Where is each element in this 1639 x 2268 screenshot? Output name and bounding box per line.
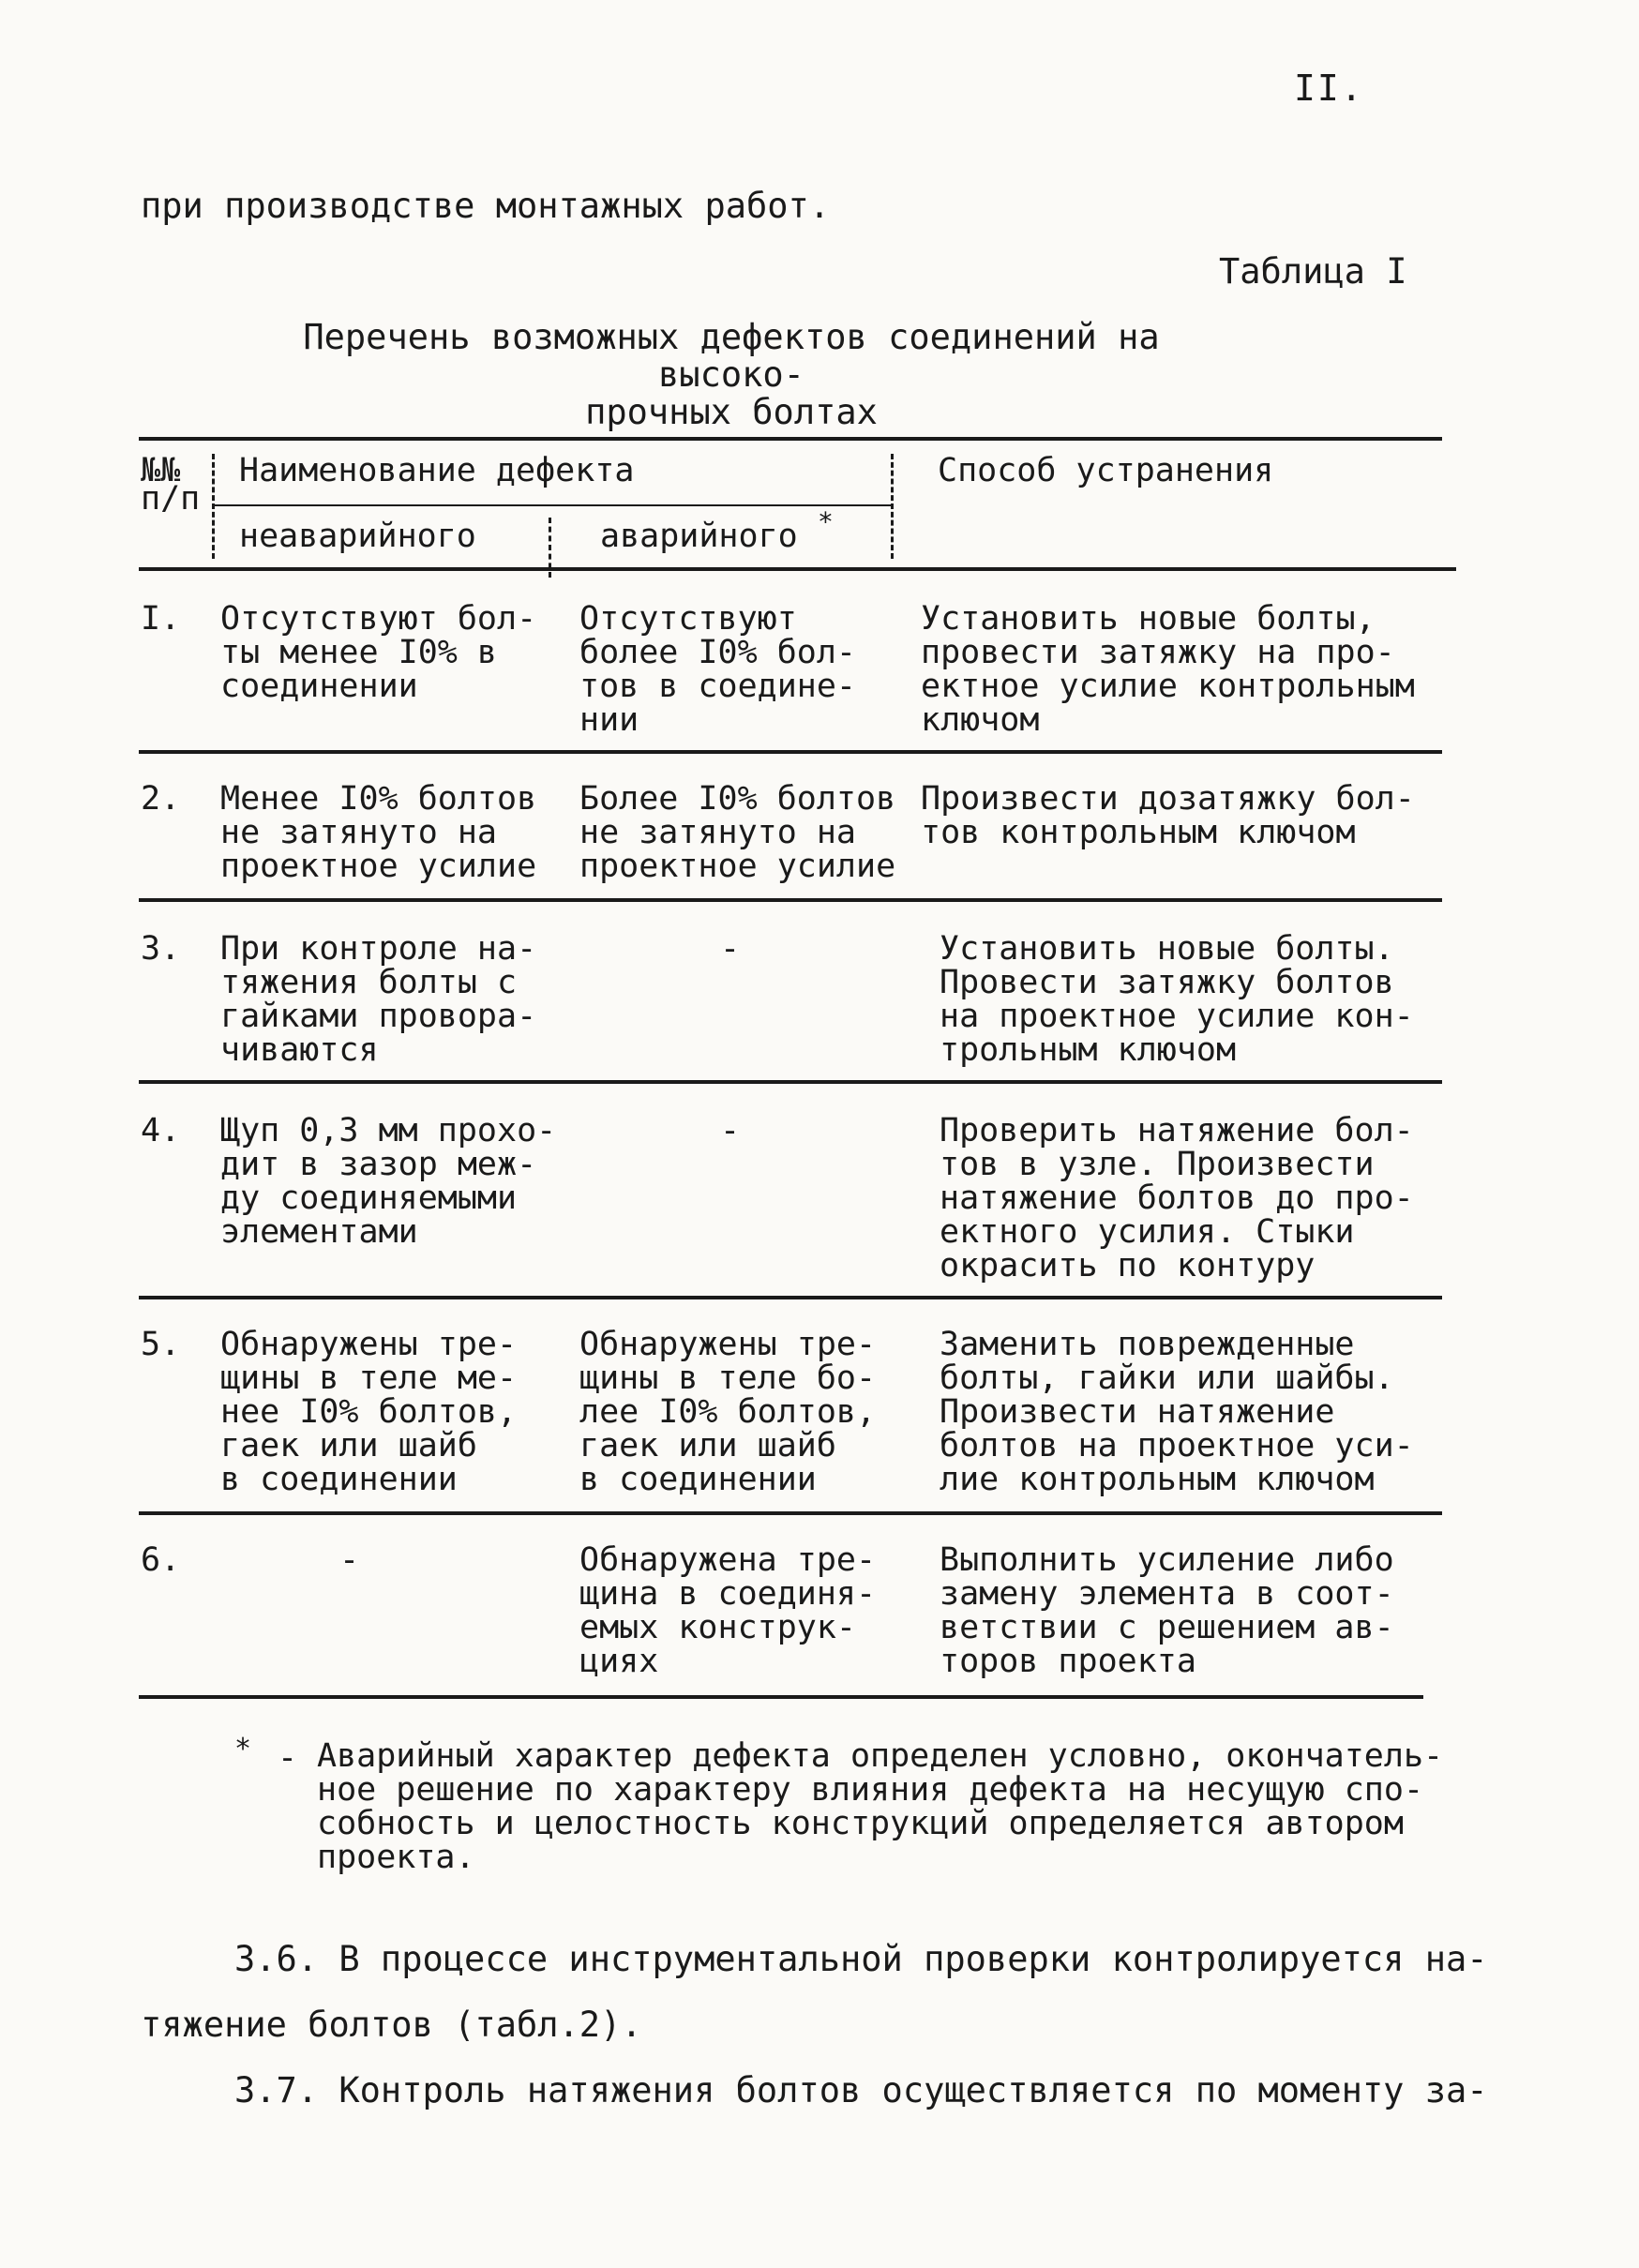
row-5-emergency-line: в соединении	[579, 1461, 817, 1498]
row-5-non-emergency-line: в соединении	[220, 1461, 458, 1498]
intro-text: при производстве монтажных работ.	[141, 186, 831, 226]
row-6-non-emergency-dash: -	[339, 1541, 360, 1579]
table-label: Таблица I	[1219, 251, 1407, 292]
row-6-remedy-line: замену элемента в соот-	[940, 1575, 1394, 1613]
row-1-remedy-line: провести затяжку на про-	[921, 634, 1395, 671]
row-1-emergency-line: более I0% бол-	[579, 634, 857, 671]
row-4-non-emergency-line: ду соединяемыми	[220, 1179, 518, 1217]
row-4-remedy-line: Проверить натяжение бол-	[940, 1112, 1414, 1149]
footnote-line: Аварийный характер дефекта определен условно, окончатель-	[317, 1737, 1444, 1775]
row-3-non-emergency-line: гайками провора-	[220, 998, 537, 1035]
row-2-rule	[139, 898, 1442, 902]
footnote-line: собность и целостность конструкций определяется автором	[317, 1805, 1404, 1842]
header-separator-1	[212, 454, 215, 559]
row-2-num: 2.	[141, 780, 181, 818]
row-1-remedy-line: Установить новые болты,	[921, 600, 1376, 638]
row-5-non-emergency-line: нее I0% болтов,	[220, 1393, 518, 1431]
row-6-emergency-line: Обнаружена тре-	[579, 1541, 877, 1579]
row-2-remedy-line: тов контрольным ключом	[921, 814, 1356, 851]
row-5-non-emergency	[220, 1328, 517, 1496]
row-5-non-emergency-line: щины в теле ме-	[220, 1359, 518, 1397]
row-5-emergency-line: лее I0% болтов,	[579, 1393, 877, 1431]
row-5-remedy-line: лие контрольным ключом	[940, 1461, 1375, 1498]
row-5-emergency	[579, 1328, 876, 1496]
row-2-non-emergency	[220, 782, 536, 883]
paragraph-3-7-line-1: 3.7. Контроль натяжения болтов осуществляется по моменту за-	[234, 2070, 1488, 2110]
row-3-num: 3.	[141, 930, 181, 968]
row-4-non-emergency	[220, 1114, 556, 1249]
row-4-non-emergency-line: Щуп 0,3 мм прохо-	[220, 1112, 557, 1149]
header-bottom-rule	[139, 567, 1456, 571]
row-2-emergency	[579, 782, 895, 883]
caption-line-2: прочных болтах	[585, 392, 878, 432]
row-6-emergency	[579, 1543, 876, 1678]
row-6-emergency-line: емых конструк-	[579, 1609, 857, 1646]
row-5-remedy	[940, 1328, 1414, 1496]
caption-line-1: Перечень возможных дефектов соединений на высоко-	[303, 317, 1160, 395]
row-3-emergency-dash: -	[720, 930, 741, 968]
header-emergency: аварийного	[600, 518, 798, 555]
header-num-1: №№	[141, 452, 181, 489]
row-3-remedy-line: Установить новые болты.	[940, 930, 1394, 968]
row-4-rule	[139, 1296, 1442, 1299]
row-4-remedy-line: натяжение болтов до про-	[940, 1179, 1414, 1217]
row-1-emergency-line: Отсутствуют	[579, 600, 797, 638]
row-3-non-emergency-line: чиваются	[220, 1031, 379, 1069]
row-4-remedy-line: ектного усилия. Стыки	[940, 1213, 1355, 1251]
row-4-non-emergency-line: дит в зазор меж-	[220, 1146, 537, 1183]
row-1-emergency-line: нии	[579, 701, 639, 739]
row-6-emergency-line: щина в соединя-	[579, 1575, 877, 1613]
row-4-emergency-dash: -	[720, 1112, 741, 1149]
header-subrule	[214, 504, 891, 506]
row-4-remedy-line: тов в узле. Произвести	[940, 1146, 1375, 1183]
row-2-emergency-line: проектное усилие	[579, 848, 896, 885]
row-5-remedy-line: Произвести натяжение	[940, 1393, 1335, 1431]
row-2-non-emergency-line: Менее I0% болтов	[220, 780, 537, 818]
paragraph-3-6-line-2: тяжение болтов (табл.2).	[141, 2005, 642, 2045]
page-number: II.	[1294, 68, 1364, 109]
header-separator-2	[891, 454, 894, 559]
paragraph-3-6-line-1: 3.6. В процессе инструментальной проверки контролируется на-	[234, 1939, 1488, 1979]
row-1-non-emergency	[220, 602, 536, 703]
row-5-non-emergency-line: гаек или шайб	[220, 1427, 477, 1464]
row-2-remedy-line: Произвести дозатяжку бол-	[921, 780, 1415, 818]
row-3-non-emergency-line: При контроле на-	[220, 930, 537, 968]
row-5-emergency-line: щины в теле бо-	[579, 1359, 877, 1397]
row-3-non-emergency-line: тяжения болты с	[220, 964, 518, 1001]
row-6-num: 6.	[141, 1541, 181, 1579]
row-5-non-emergency-line: Обнаружены тре-	[220, 1326, 518, 1363]
row-4-remedy	[940, 1114, 1414, 1283]
row-6-remedy-line: ветствии с решением ав-	[940, 1609, 1394, 1646]
table-bottom-rule	[139, 1695, 1423, 1699]
footnote-mark: *	[234, 1733, 252, 1765]
row-1-remedy	[921, 602, 1415, 737]
row-2-emergency-line: не затянуто на	[579, 814, 857, 851]
header-non-emergency: неаварийного	[239, 518, 476, 555]
row-3-non-emergency	[220, 932, 536, 1067]
table-caption	[239, 319, 1224, 431]
row-3-remedy-line: Провести затяжку болтов	[940, 964, 1394, 1001]
row-1-non-emergency-line: соединении	[220, 668, 418, 705]
header-remedy: Способ устранения	[938, 452, 1274, 489]
footnote-text	[317, 1739, 1443, 1874]
row-3-remedy	[940, 932, 1414, 1067]
footnote-line: проекта.	[317, 1839, 475, 1876]
row-1-non-emergency-line: Отсутствуют бол-	[220, 600, 537, 638]
row-4-non-emergency-line: элементами	[220, 1213, 418, 1251]
row-4-num: 4.	[141, 1112, 181, 1149]
row-1-non-emergency-line: ты менее I0% в	[220, 634, 498, 671]
row-1-remedy-line: ектное усилие контрольным	[921, 668, 1415, 705]
row-2-non-emergency-line: проектное усилие	[220, 848, 537, 885]
header-emergency-mark: *	[818, 506, 834, 537]
row-3-rule	[139, 1080, 1442, 1084]
row-1-rule	[139, 750, 1442, 754]
footnote-dash: -	[278, 1739, 298, 1777]
row-1-emergency-line: тов в соедине-	[579, 668, 857, 705]
row-5-remedy-line: болты, гайки или шайбы.	[940, 1359, 1394, 1397]
header-defect-name: Наименование дефекта	[239, 452, 635, 489]
row-6-remedy	[940, 1543, 1394, 1678]
row-2-emergency-line: Более I0% болтов	[579, 780, 896, 818]
row-4-remedy-line: окрасить по контуру	[940, 1247, 1316, 1284]
row-2-non-emergency-line: не затянуто на	[220, 814, 498, 851]
row-2-remedy	[921, 782, 1415, 849]
footnote-line: ное решение по характеру влияния дефекта на несущую спо-	[317, 1771, 1424, 1809]
row-3-remedy-line: трольным ключом	[940, 1031, 1237, 1069]
row-5-emergency-line: Обнаружены тре-	[579, 1326, 877, 1363]
row-6-emergency-line: циях	[579, 1643, 659, 1680]
row-5-rule	[139, 1511, 1442, 1515]
header-num-2: п/п	[141, 480, 201, 518]
row-1-emergency	[579, 602, 856, 737]
table-top-rule	[139, 437, 1442, 441]
row-1-num: I.	[141, 600, 181, 638]
row-3-remedy-line: на проектное усилие кон-	[940, 998, 1414, 1035]
row-5-num: 5.	[141, 1326, 181, 1363]
row-6-remedy-line: Выполнить усиление либо	[940, 1541, 1394, 1579]
row-5-remedy-line: Заменить поврежденные	[940, 1326, 1355, 1363]
row-6-remedy-line: торов проекта	[940, 1643, 1196, 1680]
row-5-emergency-line: гаек или шайб	[579, 1427, 836, 1464]
row-5-remedy-line: болтов на проектное уси-	[940, 1427, 1414, 1464]
row-1-remedy-line: ключом	[921, 701, 1040, 739]
